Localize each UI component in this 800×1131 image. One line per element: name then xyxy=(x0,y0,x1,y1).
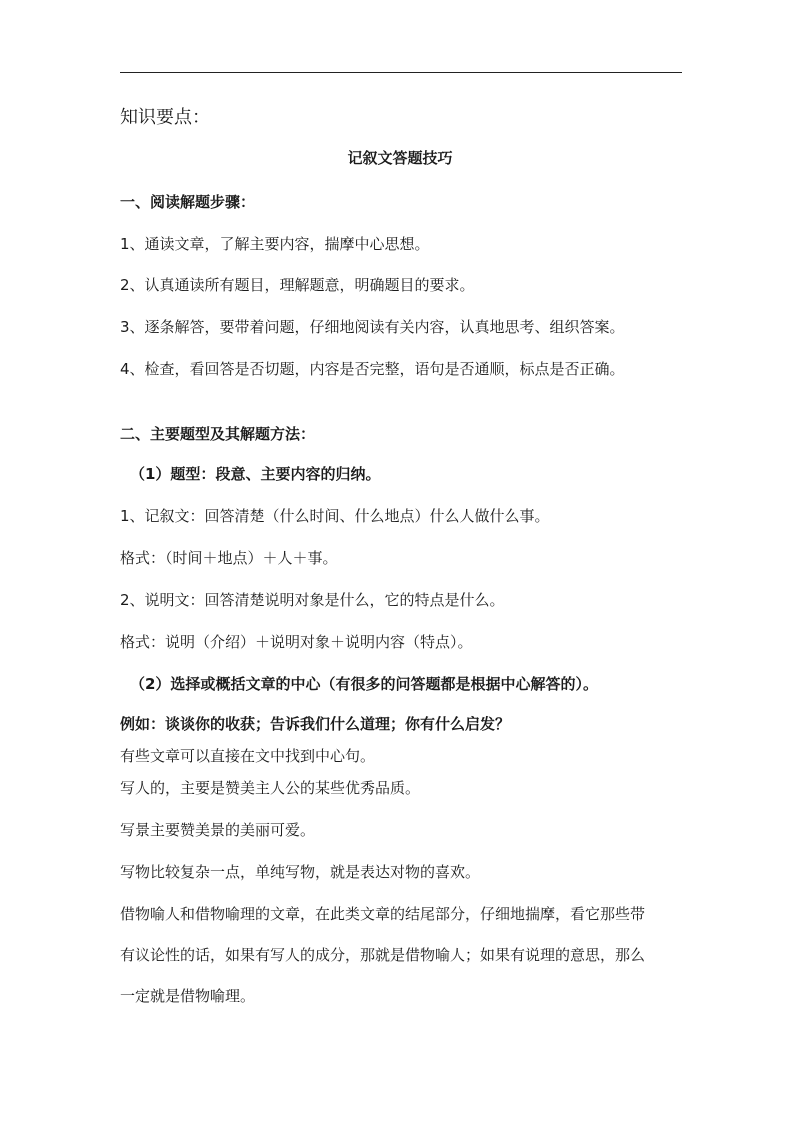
step-3: 3、逐条解答，要带着问题，仔细地阅读有关内容，认真地思考、组织答案。 xyxy=(120,318,625,336)
type1-format2: 格式：说明（介绍）＋说明对象＋说明内容（特点）。 xyxy=(120,633,473,651)
article-title: 记叙文答题技巧 xyxy=(347,149,453,167)
type2-line-7: 一定就是借物喻理。 xyxy=(120,987,256,1005)
type2-example: 例如：谈谈你的收获；告诉我们什么道理；你有什么启发？ xyxy=(120,715,511,733)
type1-item1: 1、记叙文：回答清楚（什么时间、什么地点）什么人做什么事。 xyxy=(120,507,550,525)
type2-line-3: 写景主要赞美景的美丽可爱。 xyxy=(120,821,316,839)
header-rule xyxy=(120,72,682,73)
section-title: 知识要点： xyxy=(120,107,210,128)
type2-heading: （2）选择或概括文章的中心（有很多的问答题都是根据中心解答的）。 xyxy=(130,675,598,693)
type1-heading: （1）题型：段意、主要内容的归纳。 xyxy=(130,465,381,483)
type1-item2: 2、说明文：回答清楚说明对象是什么，它的特点是什么。 xyxy=(120,591,505,609)
step-2: 2、认真通读所有题目，理解题意，明确题目的要求。 xyxy=(120,276,475,294)
part2-heading: 二、主要题型及其解题方法： xyxy=(120,425,316,443)
type2-line-2: 写人的，主要是赞美主人公的某些优秀品质。 xyxy=(120,779,421,797)
part1-heading: 一、阅读解题步骤： xyxy=(120,193,256,211)
type1-format1: 格式：（时间＋地点）＋人＋事。 xyxy=(120,549,338,567)
step-4: 4、检查，看回答是否切题，内容是否完整，语句是否通顺，标点是否正确。 xyxy=(120,360,625,378)
type2-line-6: 有议论性的话，如果有写人的成分，那就是借物喻人；如果有说理的意思，那么 xyxy=(120,946,646,964)
type2-line-5: 借物喻人和借物喻理的文章，在此类文章的结尾部分，仔细地揣摩，看它那些带 xyxy=(120,905,646,923)
type2-line-1: 有些文章可以直接在文中找到中心句。 xyxy=(120,747,376,765)
step-1: 1、通读文章，了解主要内容，揣摩中心思想。 xyxy=(120,235,430,253)
type2-line-4: 写物比较复杂一点，单纯写物，就是表达对物的喜欢。 xyxy=(120,863,481,881)
